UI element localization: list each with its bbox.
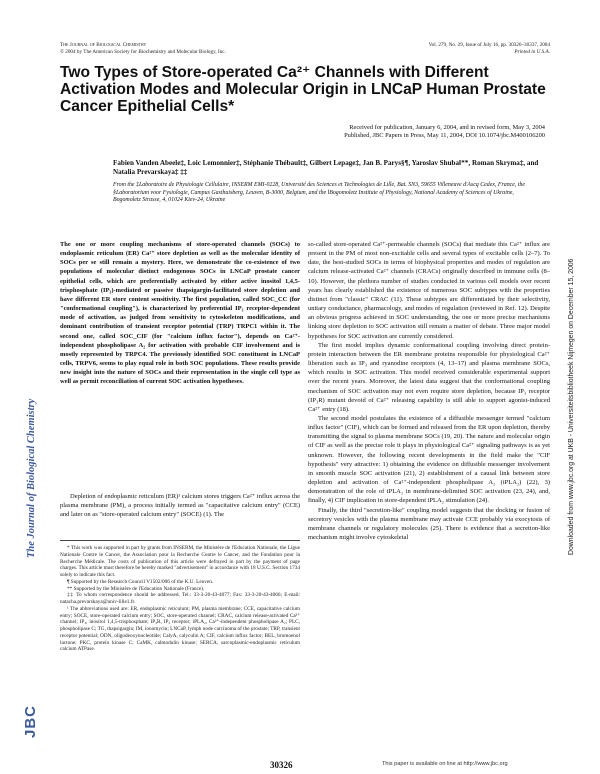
affiliations: From the ‡Laboratoire de Physiologie Cellulaire, INSERM EMI-0228, Université des Sciences et Technologies de Lille, Bat. SN3, 59655 Villeneuve d'Ascq Cedex, France, the §Laboratorium voor Fysiologie, Campus Gasthuisberg, Leuven, B-3000, Belgium, and the ‖Bogomoletz Institute of Physiology, National Academy of Sciences of Ukraine, Bogomoletz Strasse, 4, 01024 Kiev-24, Ukraine xyxy=(113,182,526,204)
author-list: Fabien Vanden Abeele‡, Loic Lemonnier‡, Stéphanie Thébault‡, Gilbert Lepage‡, Jan B. Parys§¶, Yaroslav Shuba‖**, Roman Skryma‡, and Natalia Prevarskaya‡ ‡‡ xyxy=(113,159,539,176)
footnote-abbreviations: ¹ The abbreviations used are: ER, endoplasmic reticulum; PM, plasma membrane; CCE, capacitative calcium entry; SOCE, store-operated calcium entry; SOC, store-operated channel; CRAC, calcium release-activated Ca²⁺ channel; IP₃, inositol 1,4,5-trisphosphate; IP₃R, IP₃ receptor; iPLA₂, Ca²⁺-independent phospholipase A₂; PLC, phospholipase C; TG, thapsigargin; IM, ionomycin; LNCaP, lymph node carcinoma of the prostate; TRP, transient receptor potential; ODN, oligodeoxynucleotide; CalyA, calyculin A; CIF, calcium influx factor; BEL, bromoenol lactone; PKC, protein kinase C; CaMK, calmodulin kinase; SERCA, sarcoplasmic-endoplasmic reticulum calcium ATPase. xyxy=(60,605,300,653)
jbc-sidebar xyxy=(6,218,46,738)
jbc-logo: JBC xyxy=(22,704,39,738)
body-paragraph: The first model implies dynamic conformational coupling involving direct protein-protein interaction between the ER membrane proteins responsible for physiological Ca²⁺ liberation such as IP₃ and ryanodine receptors (4, 13–17) and plasma membrane SOCs, which results in SOC activation. This model received considerable experimental support over the recent years. Moreover, the latest data suggest that the conformational coupling mechanism of SOC activation may not even require store depletion, because IP₃ receptor (IP₃R) mutant devoid of Ca²⁺ releasing capability is still able to support agonist-induced Ca²⁺ entry (18). xyxy=(308,341,550,413)
body-paragraph: Finally, the third "secretion-like" coupling model suggests that the docking or fusion of secretory vesicles with the plasma membrane may activate CCE probably via exocytosis of membrane channels or regulatory molecules (25). There is evidence that a secretion-like mechanism might involve cytoskeletal xyxy=(308,506,550,541)
abstract: The one or more coupling mechanisms of store-operated channels (SOCs) to endoplasmic reticulum (ER) Ca²⁺ store depletion as well as the molecular identity of SOCs per se still remain a mystery. Here, we demonstrate the co-existence of two populations of molecular distinct endogenous SOCs in LNCaP prostate cancer epithelial cells, which are preferentially activated by either active inositol 1,4,5-trisphosphate (IP₃)-mediated or passive thapsigargin-facilitated store depletion and have different ER store content sensitivity. The first population, called SOC_CC (for "conformational coupling"), is characterized by preferential IP₃ receptor-dependent mode of activation, as judged from sensitivity to cytoskeleton modifications, and dominant contribution of transient receptor potential (TRP) TRPC1 within it. The second one, called SOC_CIF (for "calcium influx factor"), depends on Ca²⁺-independent phospholipase A₂ for activation with probable CIF involvement and is mostly represented by TRPC4. The previously identified SOC constituent in LNCaP cells, TRPV6, seems to play equal role in both SOC populations. These results provide new insight into the nature of SOCs and their representation in the single cell type as well as permit reconciliation of current SOC activation hypotheses. xyxy=(60,241,300,386)
footnote-correspondence: ‡‡ To whom correspondence should be addressed. Tel.: 33-3-20-43-4077; Fax: 33-3-20-43-4066; E-mail: natacha.prevarskaya@univ-lille1.fr. xyxy=(60,592,300,605)
sidebar-journal-title: The Journal of Biological Chemistry xyxy=(26,398,37,558)
article-title: Two Types of Store-operated Ca²⁺ Channels with Different Activation Modes and Molecular Origin in LNCaP Human Prostate Cancer Epithelial Cells* xyxy=(60,64,546,115)
journal-name: The Journal of Biological Chemistry xyxy=(60,42,147,48)
footnote-support-2: ** Supported by the Ministère de l'Education Nationale (France). xyxy=(67,585,205,592)
journal-header-left xyxy=(60,42,310,56)
intro-paragraph xyxy=(60,492,300,519)
footnotes xyxy=(60,545,300,653)
footnote-divider xyxy=(60,540,300,541)
copyright-line: © 2004 by The American Society for Biochemistry and Molecular Biology, Inc. xyxy=(60,49,226,55)
printed-line: Printed in U.S.A. xyxy=(514,49,550,55)
body-paragraph: so-called store-operated Ca²⁺-permeable channels (SOCs) that mediate this Ca²⁺ influx are present in the PM of most non-excitable cells and several types of excitable cells (2–7). To date, the best-studied SOCs in terms of biophysical properties and modes of regulation are calcium release-activated Ca²⁺ channels (CRACs) originally described in immune cells (8–10). However, the plethora number of studies conducted in various cell models over recent years has clearly established the existence of numerous SOC subtypes with the properties distinct from "classic" CRAC (11). These subtypes are differentiated by their selectivity, unitary conductance, pharmacology, and modes of regulation (reviewed in Ref. 12). Despite an obvious progress achieved in SOC understanding, the one or more precise mechanisms linking store depletion to SOC activation still remain a matter of debate. Three major model hypotheses for SOC activation are currently considered. xyxy=(308,241,550,340)
footnote-funding: * This work was supported in part by grants from INSERM, the Ministère de l'Education Nationale, the Ligue Nationale Contre le Cancer, the Association pour la Recherche Contre le Cancer, and the Fondation pour la Recherche Médicale. The costs of publication of this article were defrayed in part by the payment of page charges. This article must therefore be hereby marked "advertisement" in accordance with 18 U.S.C. Section 1734 solely to indicate this fact. xyxy=(60,545,300,578)
right-column xyxy=(308,240,550,542)
received-dates xyxy=(160,124,545,140)
page-number: 30326 xyxy=(270,760,293,770)
journal-header-right xyxy=(330,42,550,56)
body-paragraph: The second model postulates the existence of a diffusible messenger termed "calcium influx factor" (CIF), which can be formed and released from the ER upon depletion, thereby transmitting the signal to plasma membrane SOCs (19, 20). The nature and molecular origin of CIF as well as the precise role it plays in physiological Ca²⁺ signaling pathways is as yet unknown. However, the following recent developments in the field make the "CIF hypothesis" very attractive: 1) obtaining the evidence on diffusible messenger involvement in smooth muscle SOC activation (21), 2) establishment of a causal link between store depletion and activation of Ca²⁺-independent phospholipase A₂ (iPLA₂) (22), 3) demonstration of the role of iPLA₂ in membrane-delimited SOC activation (23, 24), and, finally, 4) CIF implication in store-dependent iPLA₂ stimulation (24). xyxy=(308,414,550,505)
intro-text: Depletion of endoplasmic reticulum (ER)¹ calcium stores triggers Ca²⁺ influx across the plasma membrane (PM), a process initially termed as "capacitative calcium entry" (CCE) and later on as "store-operated calcium entry" (SOCE) (1). The xyxy=(60,493,300,519)
availability-note: This paper is available on line at http://www.jbc.org xyxy=(382,761,508,767)
published-line: Published, JBC Papers in Press, May 11, 2004, DOI 10.1074/jbc.M400106200 xyxy=(344,132,545,139)
issue-line: Vol. 279, No. 29, Issue of July 16, pp. 30326–30337, 2004 xyxy=(428,42,550,48)
download-stamp: Downloaded from www.jbc.org at UKB - Universiteitsbibliotheek Nijmegen on December 15, 2006 xyxy=(568,258,575,555)
footnote-support-1: ¶ Supported by the Research Council V1502/006 of the K.U. Leuven. xyxy=(67,578,214,585)
received-line: Received for publication, January 6, 2004, and in revised form, May 3, 2004 xyxy=(349,124,545,131)
